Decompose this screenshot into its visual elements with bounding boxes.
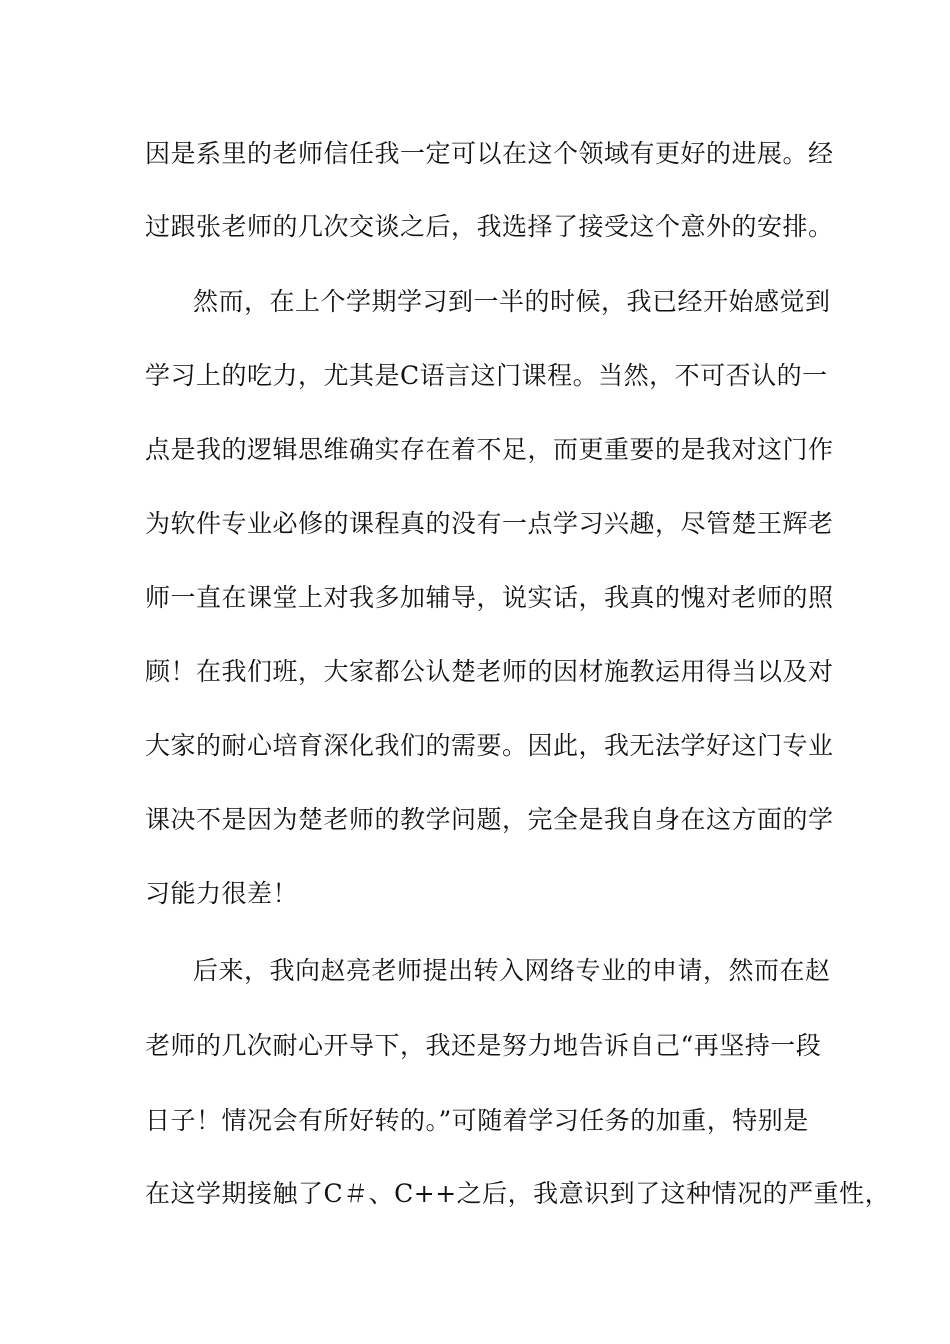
text-line-4: 学习上的吃力，尤其是C语言这门课程。当然，不可否认的一 [145,361,828,390]
paragraph-3-line-1: 后来，我向赵亮老师提出转入网络专业的申请，然而在赵 [193,956,831,985]
text-line-5: 点是我的逻辑思维确实存在着不足，而更重要的是我对这门作 [145,435,834,464]
text-line-6: 为软件专业必修的课程真的没有一点学习兴趣，尽管楚王辉老 [145,509,834,538]
text-line-14: 日子！情况会有所好转的。”可随着学习任务的加重，特别是 [145,1106,809,1135]
text-line-7: 师一直在课堂上对我多加辅导，说实话，我真的愧对老师的照 [145,583,834,612]
text-line-1: 因是系里的老师信任我一定可以在这个领域有更好的进展。经 [145,139,834,168]
text-line-10: 课决不是因为楚老师的教学问题，完全是我自身在这方面的学 [145,805,834,834]
text-line-15: 在这学期接触了C＃、C++之后，我意识到了这种情况的严重性， [145,1179,891,1208]
text-line-8: 顾！在我们班，大家都公认楚老师的因材施教运用得当以及对 [145,657,834,686]
paragraph-2-line-1: 然而，在上个学期学习到一半的时候，我已经开始感觉到 [193,287,831,316]
text-line-13: 老师的几次耐心开导下，我还是努力地告诉自己“再坚持一段 [145,1031,822,1060]
text-line-2: 过跟张老师的几次交谈之后，我选择了接受这个意外的安排。 [145,212,834,241]
text-line-11: 习能力很差！ [145,879,299,908]
text-line-9: 大家的耐心培育深化我们的需要。因此，我无法学好这门专业 [145,731,834,760]
